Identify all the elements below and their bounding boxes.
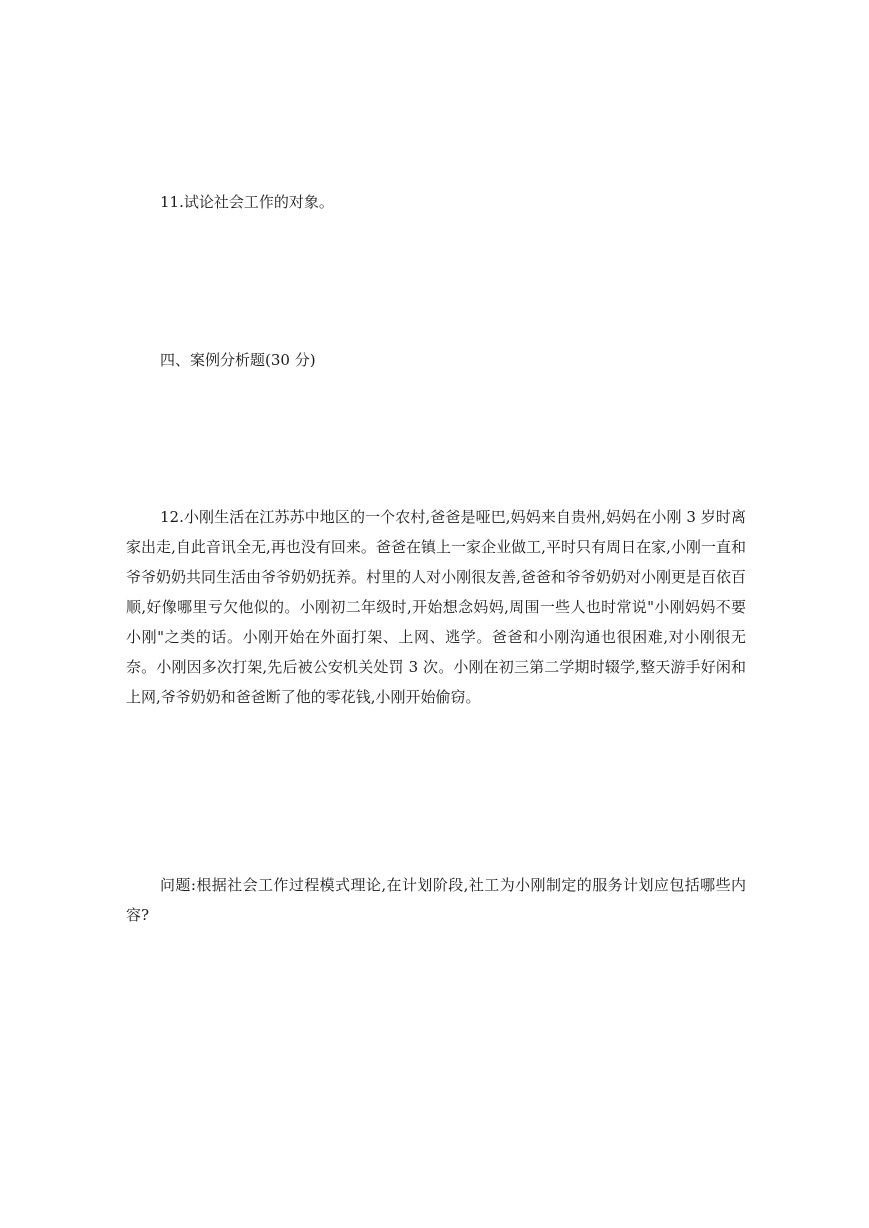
case-question: 问题:根据社会工作过程模式理论,在计划阶段,社工为小刚制定的服务计划应包括哪些内容?	[126, 876, 746, 924]
section-heading-case-analysis: 四、案例分析题(30 分)	[160, 351, 316, 369]
question-11: 11.试论社会工作的对象。	[160, 193, 334, 211]
question-12-case-text: 12.小刚生活在江苏苏中地区的一个农村,爸爸是哑巴,妈妈来自贵州,妈妈在小刚 3 岁时离家出走,自此音讯全无,再也没有回来。爸爸在镇上一家企业做工,平时只有周日在家,小刚一直和爷爷奶奶共同生活由爷爷奶奶抚养。村里的人对小刚很友善,爸爸和爷爷奶奶对小刚更是百依百顺,好像哪里亏欠他似的。小刚初二年级时,开始想念妈妈,周围一些人也时常说"小刚妈妈不要小刚"之类的话。小刚开始在外面打架、上网、逃学。爸爸和小刚沟通也很困难,对小刚很无奈。小刚因多次打架,先后被公安机关处罚 3 次。小刚在初三第二学期时辍学,整天游手好闲和上网,爷爷奶奶和爸爸断了他的零花钱,小刚开始偷窃。	[126, 508, 746, 706]
